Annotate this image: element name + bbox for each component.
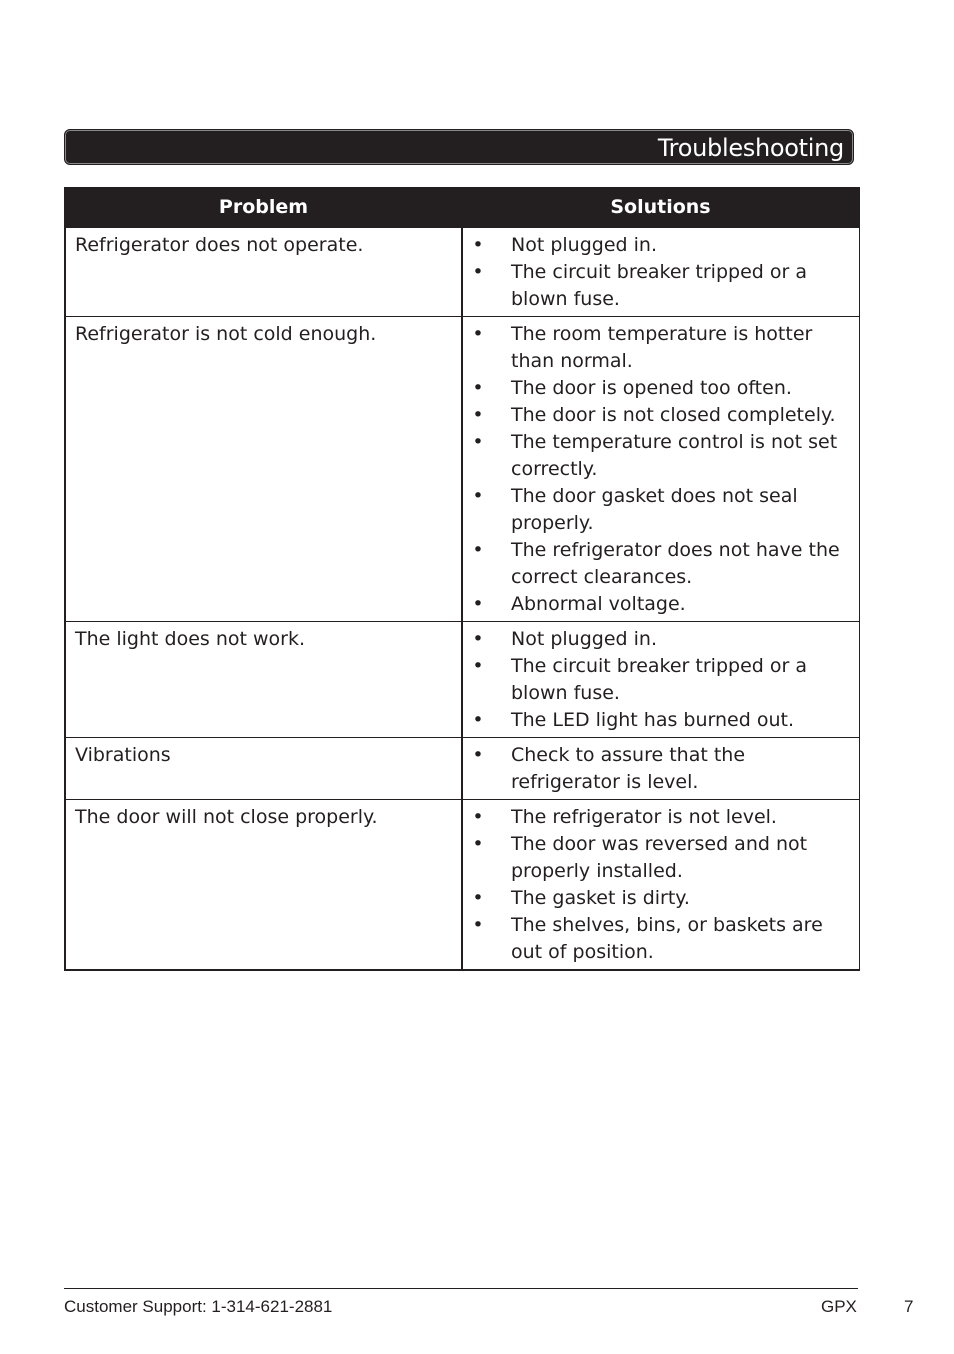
solution-list [463, 232, 855, 313]
bullet-icon: • [472, 485, 484, 507]
solution-text: The circuit breaker tripped or a blown fuse. [511, 261, 807, 310]
bullet-icon: • [472, 323, 484, 345]
bullet-icon: • [472, 377, 484, 399]
solution-item [463, 375, 855, 402]
solution-text: The door is not closed completely. [511, 404, 836, 426]
table-row [65, 738, 859, 800]
solution-text: Abnormal voltage. [511, 593, 686, 615]
solution-item [463, 742, 855, 796]
solution-item [463, 483, 855, 537]
solutions-cell [462, 317, 859, 622]
solution-item [463, 885, 855, 912]
solution-item [463, 591, 855, 618]
bullet-icon: • [472, 887, 484, 909]
solution-text: Not plugged in. [511, 234, 657, 256]
solution-text: The LED light has burned out. [511, 709, 794, 731]
solutions-cell [462, 622, 859, 738]
bullet-icon: • [472, 655, 484, 677]
bullet-icon: • [472, 744, 484, 766]
problem-cell: Vibrations [65, 738, 462, 800]
solution-item [463, 402, 855, 429]
bullet-icon: • [472, 914, 484, 936]
solution-item [463, 321, 855, 375]
table-header-row [65, 187, 859, 228]
solution-text: The door gasket does not seal properly. [511, 485, 798, 534]
solution-text: The door was reversed and not properly installed. [511, 833, 808, 882]
solution-text: The temperature control is not set correctly. [511, 431, 838, 480]
solution-text: Check to assure that the refrigerator is level. [511, 744, 746, 793]
solution-text: The room temperature is hotter than normal. [511, 323, 813, 372]
solution-item [463, 653, 855, 707]
table-body [65, 228, 859, 971]
problem-column-header: Problem [65, 187, 462, 228]
solution-item [463, 626, 855, 653]
solution-list [463, 804, 855, 966]
solution-text: The circuit breaker tripped or a blown fuse. [511, 655, 807, 704]
bullet-icon: • [472, 431, 484, 453]
solution-item [463, 259, 855, 313]
footer-divider [64, 1288, 858, 1289]
solution-item [463, 912, 855, 966]
solution-text: The shelves, bins, or baskets are out of position. [511, 914, 823, 963]
bullet-icon: • [472, 709, 484, 731]
brand-name: GPX [821, 1297, 857, 1316]
solution-text: The gasket is dirty. [511, 887, 690, 909]
solutions-column-header: Solutions [462, 187, 859, 228]
solution-item [463, 831, 855, 885]
bullet-icon: • [472, 593, 484, 615]
bullet-icon: • [472, 539, 484, 561]
solution-text: Not plugged in. [511, 628, 657, 650]
solution-list [463, 626, 855, 734]
solutions-cell [462, 738, 859, 800]
solution-list [463, 321, 855, 618]
solution-text: The refrigerator is not level. [511, 806, 777, 828]
section-title: Troubleshooting [657, 134, 844, 162]
section-header-banner [64, 129, 854, 165]
bullet-icon: • [472, 628, 484, 650]
problem-cell: The light does not work. [65, 622, 462, 738]
table-row [65, 317, 859, 622]
bullet-icon: • [472, 833, 484, 855]
solution-item [463, 707, 855, 734]
bullet-icon: • [472, 261, 484, 283]
solution-item [463, 804, 855, 831]
table-header [65, 187, 859, 228]
solution-item [463, 537, 855, 591]
solution-text: The refrigerator does not have the correct clearances. [511, 539, 840, 588]
page-number: 7 [904, 1297, 914, 1316]
problem-cell: Refrigerator is not cold enough. [65, 317, 462, 622]
table-row [65, 800, 859, 971]
problem-cell: Refrigerator does not operate. [65, 228, 462, 317]
bullet-icon: • [472, 404, 484, 426]
solutions-cell [462, 228, 859, 317]
bullet-icon: • [472, 234, 484, 256]
troubleshooting-table [64, 187, 860, 971]
table-row [65, 228, 859, 317]
solutions-cell [462, 800, 859, 971]
table-row [65, 622, 859, 738]
solution-item [463, 429, 855, 483]
bullet-icon: • [472, 806, 484, 828]
customer-support-text: Customer Support: 1-314-621-2881 [64, 1297, 333, 1316]
solution-item [463, 232, 855, 259]
solution-list [463, 742, 855, 796]
problem-cell: The door will not close properly. [65, 800, 462, 971]
solution-text: The door is opened too often. [511, 377, 792, 399]
